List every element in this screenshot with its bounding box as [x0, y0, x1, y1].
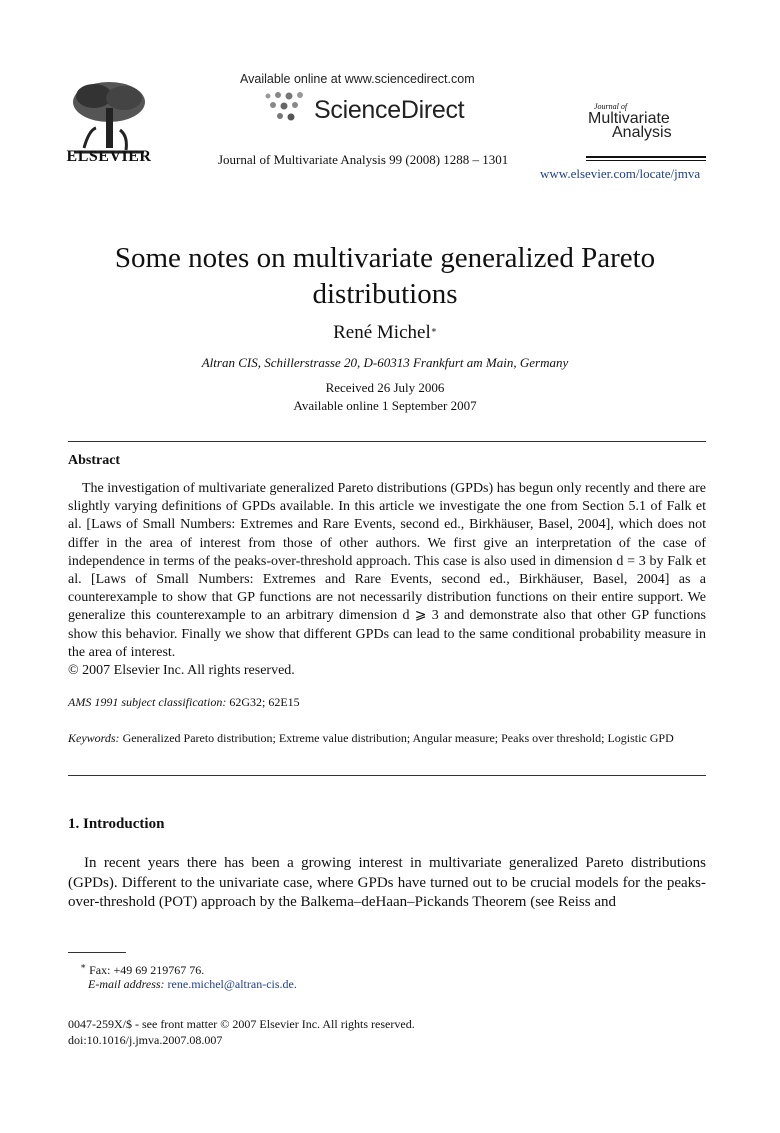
title-line-1: Some notes on multivariate generalized Pareto	[114, 242, 656, 274]
email-label: E-mail address:	[88, 977, 165, 991]
available-online-text[interactable]: Available online at www.sciencedirect.com	[240, 72, 475, 86]
footnote-email	[88, 977, 297, 992]
journal-reference: Journal of Multivariate Analysis 99 (2008) 1288 – 1301	[218, 152, 509, 167]
ams-classification	[68, 695, 300, 710]
title-line-2: distributions	[312, 278, 458, 310]
author-name-text: René Michel	[333, 322, 431, 343]
ams-label: AMS 1991 subject classification:	[68, 695, 227, 709]
abstract-top-rule	[68, 441, 706, 442]
journal-logo-small: Journal of	[594, 102, 628, 111]
section-heading-introduction: 1. Introduction	[68, 816, 165, 832]
journal-url-link[interactable]: www.elsevier.com/locate/jmva	[540, 166, 701, 181]
footnote-rule	[68, 952, 126, 953]
sciencedirect-logo-text: ScienceDirect	[314, 96, 465, 124]
author-footnote-mark[interactable]: ∗	[430, 325, 437, 335]
abstract-body: The investigation of multivariate generalized Pareto distributions (GPDs) has begun only recently and there are slightly varying definitions of GPDs available. In this article we investigate the one from Section 5.1 of Falk et al. [Laws of Small Numbers: Extremes and Rare Events, second ed., Birkhäuser, Basel, 2004], which does not differ in the area of interest from those of other authors. We first give an interpretation of the case of independence in terms of the peaks-over-threshold approach. This case is also used in dimension d = 3 by Falk et al. [Laws of Small Numbers: Extremes and Rare Events, second ed., Birkhäuser, Basel, 2004] as a counterexample to show that GP functions are not necessarily distribution functions on their entire support. We generalize this counterexample to an arbitrary dimension d ⩾ 3 and demonstrate also that other GP functions show this behavior. Finally we show that different GPDs can lead to the same conditional probability measure in the area of interest.	[68, 481, 706, 660]
abstract-heading: Abstract	[68, 453, 121, 468]
received-date: Received 26 July 2006	[325, 380, 445, 395]
keywords-text: Generalized Pareto distribution; Extreme value distribution; Angular measure; Peaks over threshold; Logistic GPD	[119, 731, 674, 745]
footnote-fax-text: Fax: +49 69 219767 76.	[86, 963, 205, 977]
journal-logo-rule	[586, 156, 706, 158]
front-matter-line: 0047-259X/$ - see front matter © 2007 Elsevier Inc. All rights reserved.	[68, 1017, 415, 1031]
article-title	[80, 240, 690, 312]
author-affiliation: Altran CIS, Schillerstrasse 20, D-60313 Frankfurt am Main, Germany	[201, 355, 569, 370]
abstract-bottom-rule	[68, 775, 706, 776]
footnote-mark: ∗	[80, 961, 87, 971]
ams-codes: 62G32; 62E15	[226, 695, 300, 709]
footnote-fax	[80, 961, 204, 978]
available-online-date: Available online 1 September 2007	[293, 398, 477, 413]
keywords-label: Keywords:	[68, 731, 120, 745]
journal-logo-rule-thin	[586, 160, 706, 161]
journal-logo-line2: Analysis	[612, 124, 672, 141]
journal-logo-line1: Multivariate	[588, 110, 670, 127]
abstract-copyright: © 2007 Elsevier Inc. All rights reserved.	[68, 663, 295, 678]
email-link[interactable]: rene.michel@altran-cis.de.	[164, 977, 297, 991]
keywords	[68, 729, 706, 747]
doi-line[interactable]: doi:10.1016/j.jmva.2007.08.007	[68, 1033, 223, 1047]
publisher-name: ELSEVIER	[66, 148, 152, 165]
introduction-paragraph: In recent years there has been a growing interest in multivariate generalized Pareto distributions (GPDs). Different to the univariate case, where GPDs have turned out to be crucial models for the peaks-over-threshold (POT) approach by the Balkema–deHaan–Pickands Theorem (see Reiss and	[68, 855, 706, 910]
author-name	[80, 322, 690, 344]
sciencedirect-dots-icon	[262, 92, 312, 124]
